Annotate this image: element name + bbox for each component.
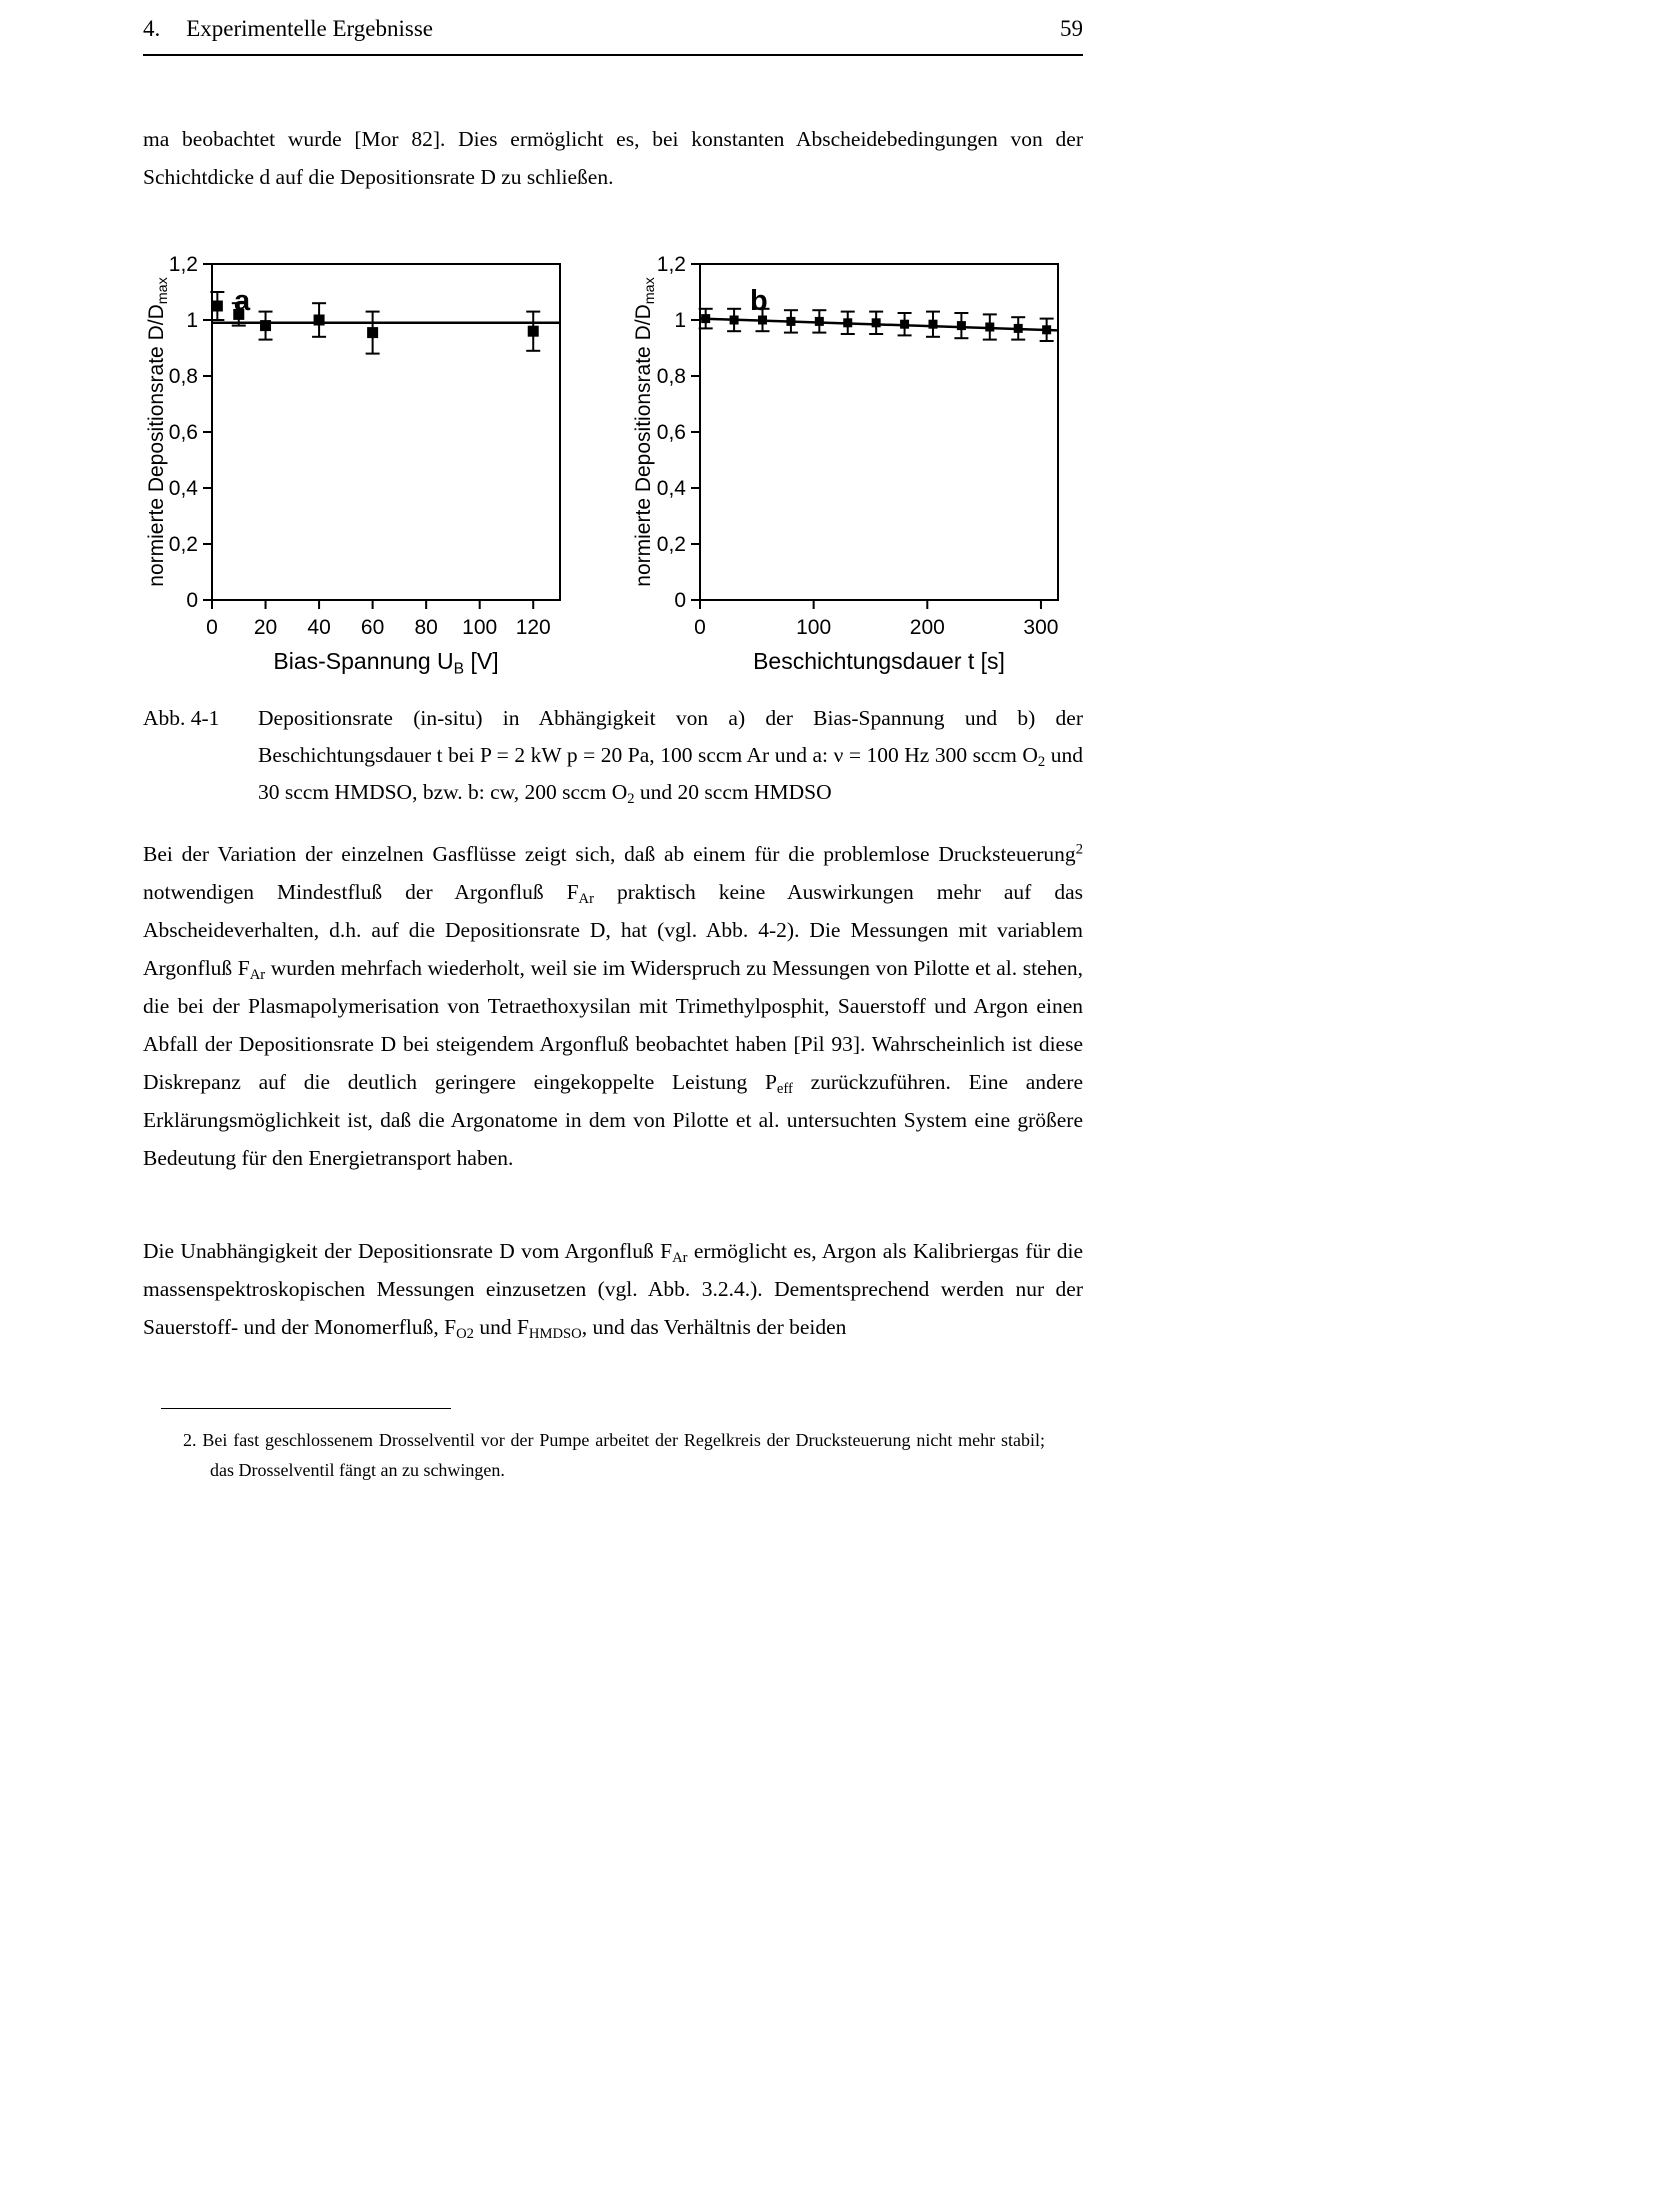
chart-b-xlabel: Beschichtungsdauer t [s] xyxy=(753,648,1005,674)
svg-text:0,2: 0,2 xyxy=(656,533,686,556)
running-title xyxy=(143,16,433,42)
figure-caption-label: Abb. 4-1 xyxy=(143,706,220,730)
footnote-rule xyxy=(161,1408,451,1409)
svg-text:0,4: 0,4 xyxy=(168,477,198,500)
body-paragraph-2: Die Unabhängigkeit der Depositionsrate D vom Argonfluß $F_{Ar}$ ermöglicht es, Argon als Kalibriergas für die massenspektroskopischen Messungen einzusetzen (vgl. Abb. 3.2.4.). Dementsprechend werden nur der Sauerstoff- und der Monomerfluß, $F_{O2}$ und $F_{HMDSO}$, und das Verhältnis der beiden xyxy=(143,1239,1083,1343)
svg-text:0,8: 0,8 xyxy=(656,365,686,388)
svg-text:0: 0 xyxy=(206,616,218,639)
svg-text:1,2: 1,2 xyxy=(168,253,198,276)
svg-text:0: 0 xyxy=(186,589,198,612)
page-header xyxy=(143,16,1083,42)
chart-b-plot xyxy=(644,252,1080,688)
svg-text:40: 40 xyxy=(307,616,331,639)
svg-text:0,4: 0,4 xyxy=(656,477,686,500)
svg-text:0,2: 0,2 xyxy=(168,533,198,556)
svg-text:20: 20 xyxy=(253,616,278,639)
svg-text:1,2: 1,2 xyxy=(656,253,686,276)
header-rule xyxy=(143,54,1083,56)
footnote-text: 2. Bei fast geschlossenem Drosselventil vor der Pumpe arbeitet der Regelkreis der Drucksteuerung nicht mehr stabil; das Drosselventil fängt an zu schwingen. xyxy=(183,1430,1045,1480)
svg-text:60: 60 xyxy=(360,616,385,639)
chart-a-plot xyxy=(157,252,583,688)
svg-text:300: 300 xyxy=(1023,616,1059,639)
body-paragraph-1: Bei der Variation der einzelnen Gasflüsse zeigt sich, daß ab einem für die problemlose Drucksteuerung$^2$ notwendigen Mindestfluß der Argonfluß $F_{Ar}$ praktisch keine Auswirkungen mehr auf das Abscheideverhalten, d.h. auf die Depositionsrate D, hat (vgl. Abb. 4-2). Die Messungen mit variablem Argonfluß $F_{Ar}$ wurden mehrfach wiederholt, weil sie im Widerspruch zu Messungen von Pilotte et al. stehen, die bei der Plasmapolymerisation von Tetraethoxysilan mit Trimethylposphit, Sauerstoff und Argon einen Abfall der Depositionsrate D bei steigendem Argonfluß beobachtet haben [Pil 93]. Wahrscheinlich ist diese Diskrepanz auf die deutlich geringere eingekoppelte Leistung $P_{eff}$ zurückzuführen. Eine andere Erklärungsmöglichkeit ist, daß die Argonatome in dem von Pilotte et al. untersuchten System eine größere Bedeutung für den Energietransport haben. xyxy=(143,841,1084,1170)
footnote xyxy=(155,1408,1045,1485)
section-title: Experimentelle Ergebnisse xyxy=(186,16,433,41)
chart-a-ylabel: normierte Depositionsrate $D/D_{max}$ xyxy=(145,277,171,587)
chart-a-xlabel: Bias-Spannung $U_B$ [V] xyxy=(273,648,499,678)
page-number: 59 xyxy=(1060,16,1083,41)
chart-a xyxy=(143,248,588,700)
chapter-number: 4. xyxy=(143,16,161,41)
svg-text:b: b xyxy=(750,285,768,317)
figure-caption-text: Depositionsrate (in-situ) in Abhängigkeit von a) der Bias-Spannung und b) der Beschichtungsdauer t bei P = 2 kW p = 20 Pa, 100 sccm Ar und a: ν = 100 Hz 300 sccm $O_2$ und 30 sccm HMDSO, bzw. b: cw, 200 sccm $O_2$ und 20 sccm HMDSO xyxy=(258,706,1084,808)
svg-text:100: 100 xyxy=(462,616,498,639)
svg-text:0,6: 0,6 xyxy=(168,421,198,444)
svg-text:0,8: 0,8 xyxy=(168,365,198,388)
svg-text:1: 1 xyxy=(186,309,198,332)
intro-paragraph xyxy=(143,120,1083,196)
svg-text:0,6: 0,6 xyxy=(656,421,686,444)
svg-text:0: 0 xyxy=(694,616,706,639)
svg-text:0: 0 xyxy=(674,589,686,612)
svg-text:120: 120 xyxy=(515,616,551,639)
figure-caption xyxy=(143,700,1083,811)
figure-4-1 xyxy=(143,248,1083,700)
svg-text:a: a xyxy=(234,285,251,317)
intro-text: ma beobachtet wurde [Mor 82]. Dies ermöglicht es, bei konstanten Abscheidebedingungen von der Schichtdicke d auf die Depositionsrate D zu schließen. xyxy=(143,127,1083,189)
chart-b xyxy=(630,248,1083,700)
chart-b-ylabel: normierte Depositionsrate $D/D_{max}$ xyxy=(632,277,658,587)
svg-text:1: 1 xyxy=(674,309,686,332)
svg-text:200: 200 xyxy=(909,616,945,639)
svg-text:80: 80 xyxy=(414,616,438,639)
svg-text:100: 100 xyxy=(796,616,832,639)
